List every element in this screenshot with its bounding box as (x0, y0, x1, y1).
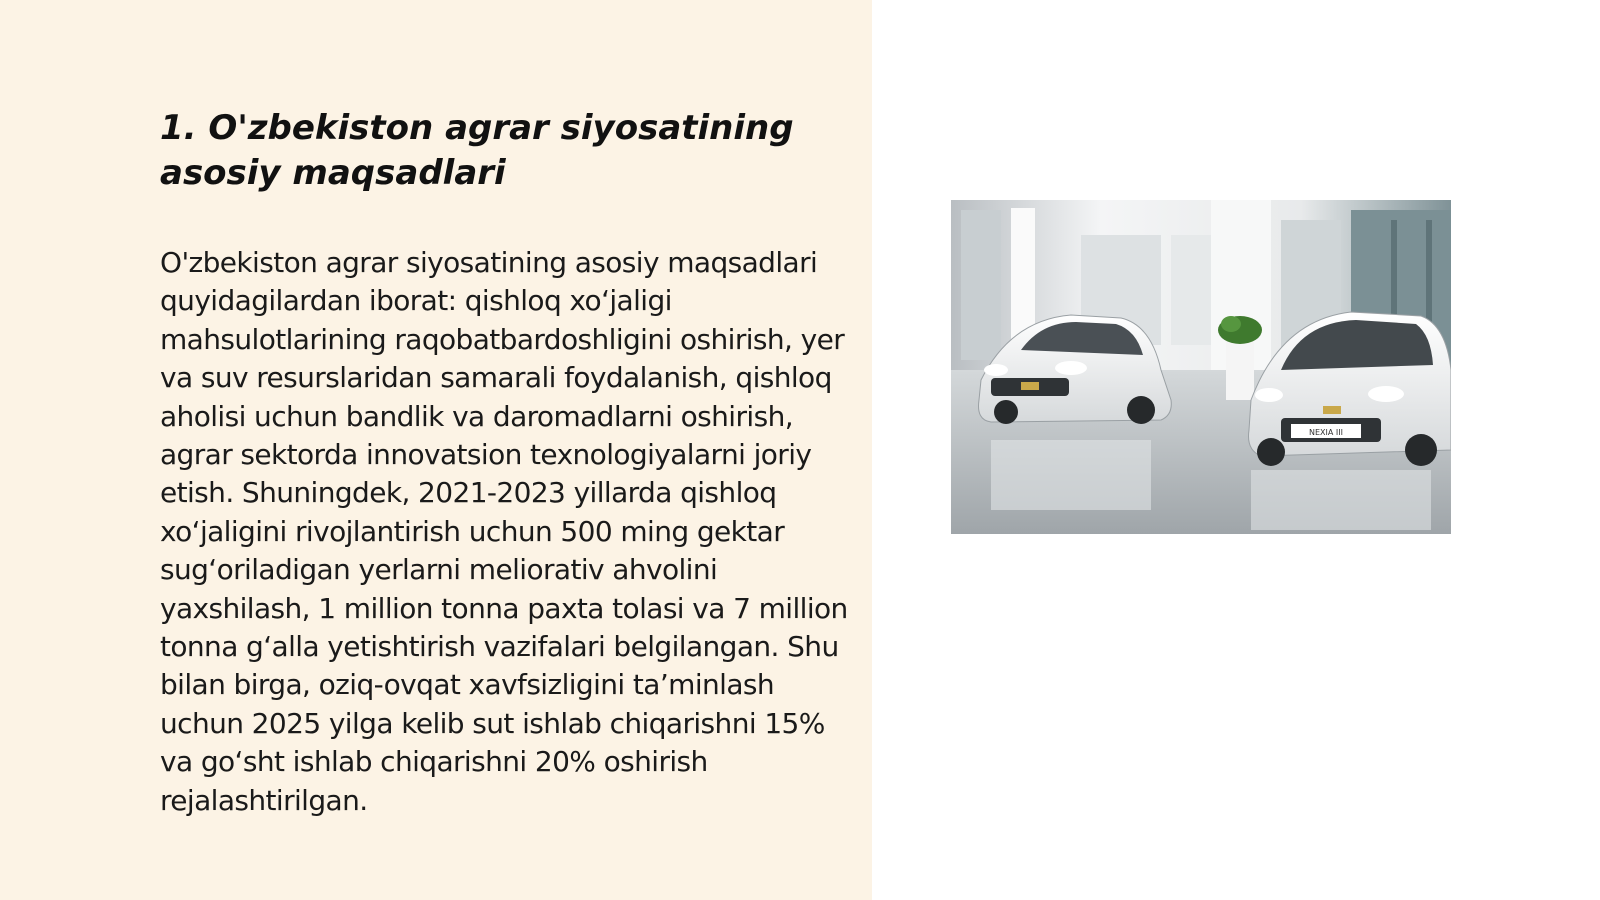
svg-text:NEXIA III: NEXIA III (1309, 428, 1343, 437)
slide-body-text: O'zbekiston agrar siyosatining asosiy maqsadlari quyidagilardan iborat: qishloq xo‘jaligi mahsulotlarining raqobatbardoshligini oshirish, yer va suv resurslaridan samarali foydalanish, qishloq aholisi uchun bandlik va daromadlarni oshirish, agrar sektorda innovatsion texnologiyalarni joriy etish. Shuningdek, 2021-2023 yillarda qishloq xo‘jaligini rivojlantirish uchun 500 ming gektar sug‘oriladigan yerlarni meliorativ ahvolini yaxshilash, 1 million tonna paxta tolasi va 7 million tonna g‘alla yetishtirish vazifalari belgilangan. Shu bilan birga, oziq-ovqat xavfsizligini ta’minlash uchun 2025 yilga kelib sut ishlab chiqarishni 15% va go‘sht ishlab chiqarishni 20% oshirish rejalashtirilgan. (160, 246, 848, 817)
car-showroom-photo (951, 200, 1451, 534)
slide-title: 1. O'zbekiston agrar siyosatining asosiy maqsadlari (160, 108, 794, 193)
